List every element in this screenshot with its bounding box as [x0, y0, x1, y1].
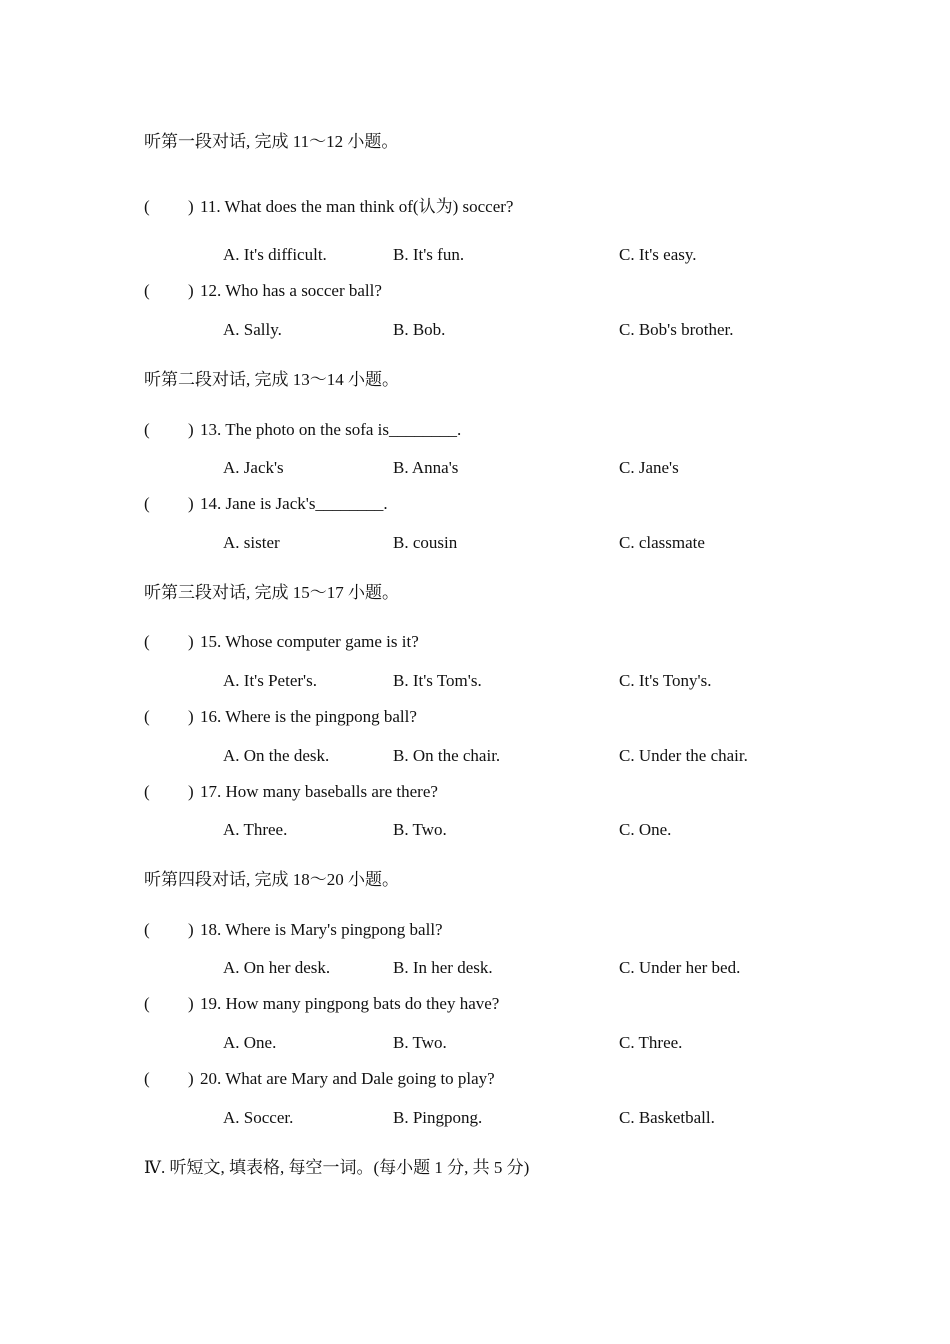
option-a: A. On her desk.: [223, 958, 331, 977]
question-text: 13. The photo on the sofa is________.: [200, 420, 462, 439]
option-c: C. Three.: [619, 1033, 683, 1052]
answer-paren-open: (: [144, 494, 150, 513]
option-b: B. Two.: [393, 820, 447, 839]
option-b: B. It's fun.: [393, 245, 465, 264]
option-c: C. classmate: [619, 533, 705, 552]
answer-paren-close: ): [188, 281, 194, 300]
option-a: A. It's Peter's.: [223, 671, 317, 690]
question-text: 17. How many baseballs are there?: [200, 782, 438, 801]
section-heading-2: 听第二段对话, 完成 13～14 小题。: [144, 370, 399, 389]
answer-paren-open: (: [144, 920, 150, 939]
option-c: C. Jane's: [619, 458, 679, 477]
option-b: B. On the chair.: [393, 746, 501, 765]
answer-paren-close: ): [188, 632, 194, 651]
answer-paren-open: (: [144, 632, 150, 651]
option-c: C. It's easy.: [619, 245, 697, 264]
option-a: A. Three.: [223, 820, 288, 839]
part-4-heading: Ⅳ. 听短文, 填表格, 每空一词。(每小题 1 分, 共 5 分): [144, 1158, 530, 1177]
option-b: B. Pingpong.: [393, 1108, 483, 1127]
question-text: 19. How many pingpong bats do they have?: [200, 994, 500, 1013]
question-text: 16. Where is the pingpong ball?: [200, 707, 417, 726]
option-c: C. Bob's brother.: [619, 320, 734, 339]
answer-paren-open: (: [144, 994, 150, 1013]
answer-paren-close: ): [188, 197, 194, 216]
option-a: A. sister: [223, 533, 280, 552]
question-text: 15. Whose computer game is it?: [200, 632, 419, 651]
answer-paren-close: ): [188, 920, 194, 939]
answer-paren-open: (: [144, 420, 150, 439]
option-b: B. cousin: [393, 533, 458, 552]
section-heading-4: 听第四段对话, 完成 18～20 小题。: [144, 870, 399, 889]
option-b: B. Bob.: [393, 320, 446, 339]
answer-paren-open: (: [144, 707, 150, 726]
section-heading-3: 听第三段对话, 完成 15～17 小题。: [144, 583, 399, 602]
answer-paren-close: ): [188, 420, 194, 439]
answer-paren-close: ): [188, 707, 194, 726]
option-c: C. It's Tony's.: [619, 671, 712, 690]
option-c: C. One.: [619, 820, 672, 839]
option-a: A. On the desk.: [223, 746, 330, 765]
option-a: A. One.: [223, 1033, 277, 1052]
option-b: B. Anna's: [393, 458, 459, 477]
option-b: B. In her desk.: [393, 958, 493, 977]
section-heading-1: 听第一段对话, 完成 11～12 小题。: [144, 132, 399, 151]
question-text: 11. What does the man think of(认为) soccer?: [200, 197, 514, 216]
question-text: 14. Jane is Jack's________.: [200, 494, 388, 513]
option-a: A. Soccer.: [223, 1108, 294, 1127]
answer-paren-close: ): [188, 994, 194, 1013]
answer-paren-open: (: [144, 197, 150, 216]
option-b: B. Two.: [393, 1033, 447, 1052]
option-a: A. Jack's: [223, 458, 284, 477]
answer-paren-open: (: [144, 281, 150, 300]
question-text: 20. What are Mary and Dale going to play?: [200, 1069, 495, 1088]
answer-paren-open: (: [144, 782, 150, 801]
option-a: A. Sally.: [223, 320, 282, 339]
question-text: 12. Who has a soccer ball?: [200, 281, 382, 300]
answer-paren-close: ): [188, 782, 194, 801]
answer-paren-close: ): [188, 494, 194, 513]
option-c: C. Under the chair.: [619, 746, 748, 765]
question-text: 18. Where is Mary's pingpong ball?: [200, 920, 443, 939]
option-c: C. Under her bed.: [619, 958, 741, 977]
option-a: A. It's difficult.: [223, 245, 327, 264]
option-b: B. It's Tom's.: [393, 671, 482, 690]
option-c: C. Basketball.: [619, 1108, 715, 1127]
answer-paren-close: ): [188, 1069, 194, 1088]
answer-paren-open: (: [144, 1069, 150, 1088]
